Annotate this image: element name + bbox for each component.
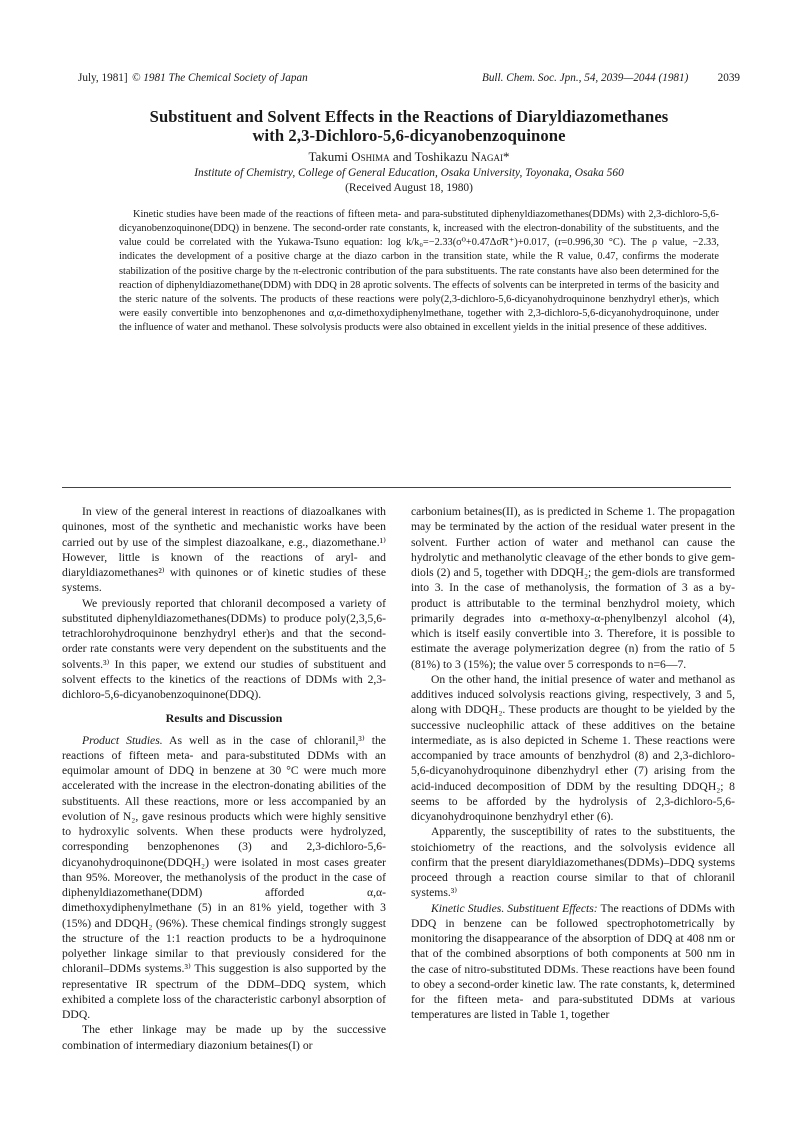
right-paragraph-3: Apparently, the susceptibility of rates to the substituents, the stoichiometry of the reactions, and the solvolysis evidence all confirm that the present diaryldiazomethanes(DDMs)–DDQ systems proceed through a reaction course similar to that of chloranil systems.³⁾ <box>411 825 735 900</box>
section-heading: Results and Discussion <box>165 711 283 726</box>
author-list <box>78 149 740 165</box>
product-studies-text: As well as in the case of chloranil,³⁾ the reactions of fifteen meta- and para-substituted DDMs with an equimolar amount of DDQ in benzene at 30 °C were much more accelerated with the increase in the electron-donating abilities of the substituents. All these reactions, more or less accompanied by an evolution of N₂, gave resinous products which were highly sensitive to hydroxylic solvents. When these products were hydrolyzed, corresponding benzophenones (3) and 2,3-dichloro-5,6-dicyanohydroquinone(DDQH₂) were isolated in most cases greater than 95%. Moreover, the methanolysis of the product in the case of diphenyldiazomethane(DDM) afforded α,α-dimethoxydiphenylmethane (5) in an 81% yield, together with 3 (15%) and DDQH₂ (96%). These chemical findings strongly suggest the structure of the 1:1 reaction products to be a hydroquinone polyether linkage similar to that previously considered for the chloranil–DDMs systems.³⁾ This suggestion is also supported by the representative IR spectrum of the DDM–DDQ system, which exhibited a complete loss of the characteristic carbonyl absorption of DDQ. <box>62 733 386 1021</box>
received-date: (Received August 18, 1980) <box>345 182 473 194</box>
kinetic-studies-runin: Kinetic Studies. Substituent Effects: <box>431 901 598 915</box>
author-2-last: Nagai* <box>471 149 510 164</box>
article-title <box>78 107 740 145</box>
right-paragraph-2: On the other hand, the initial presence of water and methanol as additives induced solvolysis reactions giving, respectively, 3 and 5, along with DDQH₂. These products are thought to be yielded by the successive nucleophilic attack of these additives on the betaine intermediate, as is also depicted in Scheme 1. These reactions were accompanied by trace amounts of benzhydrol (8) and 2,3-dichloro-5,6-dicyanohydroquinone dibenzhydryl ether (7) arising from the acid-induced decomposition of DDM by the resulting DDQH₂; 8 seems to be afforded by the hydrolysis of 2,3-dichloro-5,6-dicyanohydroquinone benzhydryl ether (6). <box>411 672 735 823</box>
product-studies-paragraph <box>62 733 386 1023</box>
author-2-first: Toshikazu <box>414 149 468 164</box>
intro-paragraph-2: We previously reported that chloranil decomposed a variety of substituted diphenyldiazomethanes(DDMs) to produce poly(2,3,5,6-tetrachlorohydroquinone benzhydryl ether)s and that the second-order rate constants were very dependent on the substituents and the solvents.³⁾ In this paper, we extend our studies of substituent and solvent effects to the kinetics of the reactions of DDMs with 2,3-dichloro-5,6-dicyanobenzoquinone(DDQ). <box>62 596 386 701</box>
header-date: July, 1981] <box>78 72 128 84</box>
kinetic-studies-text: The reactions of DDMs with DDQ in benzene can be followed spectrophotometrically by monitoring the disappearance of the absorption of DDQ at 408 nm or that of the combined absorptions of both components at 500 nm in the case of nitro-substituted DDMs. These reactions have been found to obey a second-order kinetic law. The rate constants, k, determined for the fifteen meta- and para-substituted DDMs at various temperatures are listed in Table 1, together <box>411 901 735 1022</box>
author-1-first: Takumi <box>308 149 348 164</box>
right-paragraph-1: carbonium betaines(II), as is predicted in Scheme 1. The propagation may be terminated by the action of the residual water present in the solvent. Further action of water and methanol can cause the hydrolytic and methanolytic cleavage of the ether bonds to give gem-diols (2) and 5, together with DDQH₂; the gem-diols are transformed into 3. In the case of methanolysis, the formation of 3 as a by-product is attributable to the terminal benzhydrol moiety, which primarily degrades into α-methoxy-α-phenylbenzyl alcohol (4), which is itself easily convertible into 3. Therefore, it is possible to estimate the average polymerization degree (n) from the ratio of 5 (81%) to 3 (15%); the value over 5 corresponds to n=6—7. <box>411 505 735 671</box>
header-copyright: © 1981 The Chemical Society of Japan <box>132 72 308 84</box>
header-page-number: 2039 <box>717 72 740 84</box>
left-column <box>62 504 386 1053</box>
right-column <box>411 504 735 1023</box>
author-conjunction: and <box>392 149 412 164</box>
product-studies-runin: Product Studies. <box>82 733 163 747</box>
ether-linkage-paragraph: The ether linkage may be made up by the successive combination of intermediary diazonium betaines(I) or <box>62 1023 386 1052</box>
kinetic-studies-paragraph <box>411 901 735 1023</box>
abstract-divider <box>62 487 731 488</box>
affiliation: Institute of Chemistry, College of General Education, Osaka University, Toyonaka, Osaka 560 <box>194 167 624 179</box>
abstract <box>119 208 719 335</box>
author-1-last: Oshima <box>351 149 390 164</box>
intro-paragraph-1: In view of the general interest in reactions of diazoalkanes with quinones, most of the synthetic and mechanistic works have been carried out by use of the simplest diazoalkane, e.g., diazomethane.¹⁾ However, little is known of the reactions of aryl- and diaryldiazomethanes²⁾ with quinones or of kinetic studies of these systems. <box>62 505 386 595</box>
abstract-text: Kinetic studies have been made of the reactions of fifteen meta- and para-substituted diphenyldiazomethanes(DDMs) with 2,3-dichloro-5,6-dicyanobenzoquinone(DDQ) in benzene. The second-order rate constants, k, increased with the electron-donability of the substituents, and the value could be correlated with the Yukawa-Tsuno equation: log k/k₀=−2.33(σ⁰+0.47Δσ̄R⁺)+0.017, (r=0.996,30 °C). The ρ value, −2.33, indicates the development of a positive charge at the diazo carbon in the transition state, while the R value, 0.47, confirms the moderate stabilization of the positive charge by the π-electronic contribution of the para substituents. The rate constants have also been determined for the reaction of diphenyldiazomethane(DDM) with DDQ in 28 aprotic solvents. The effects of solvents can be interpreted in terms of the basicity and the steric nature of the solvents. The products of these reactions were poly(2,3-dichloro-5,6-dicyanohydroquinone benzhydryl ether)s, which were easily convertible into benzophenones and α,α-dimethoxydiphenylmethane, together with 2,3-dichloro-5,6-dicyanohydroquinone, under the influence of water and methanol. These solvolysis products were also obtained in excellent yields in the initial presence of these additives. <box>119 209 719 334</box>
running-header <box>78 72 740 90</box>
title-line-2: with 2,3-Dichloro-5,6-dicyanobenzoquinone <box>252 126 566 145</box>
header-journal-citation: Bull. Chem. Soc. Jpn., 54, 2039—2044 (1981) <box>482 72 689 84</box>
title-line-1: Substituent and Solvent Effects in the Reactions of Diaryldiazomethanes <box>149 107 669 126</box>
